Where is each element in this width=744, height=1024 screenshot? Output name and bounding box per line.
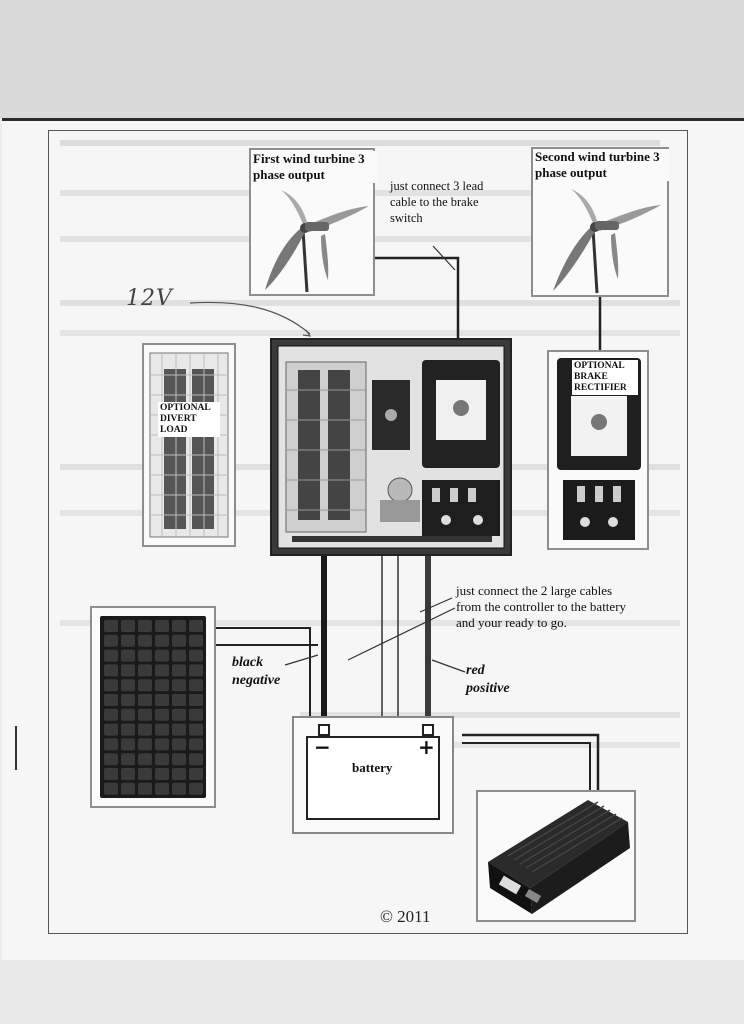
divert-load-photo — [142, 343, 236, 547]
voltage-note-pointer — [190, 302, 310, 334]
solar-panel-icon — [92, 608, 214, 806]
inverter-icon — [478, 792, 634, 920]
inverter-cable-2 — [462, 743, 590, 790]
inverter-photo — [476, 790, 636, 922]
large-cables-note: just connect the 2 large cables from the controller to the battery and your ready to go. — [456, 583, 627, 630]
cable-note: just connect 3 lead cable to the brake switch — [390, 179, 484, 225]
divert-load-icon — [144, 345, 234, 545]
large-cable-pointer-1 — [420, 598, 452, 612]
controller-icon — [272, 340, 510, 554]
large-cable-pointer-2 — [348, 608, 455, 660]
copyright: © 2011 — [380, 907, 431, 926]
rectifier-label: OPTIONAL BRAKE RECTIFIER — [572, 360, 638, 395]
red-pointer — [432, 660, 465, 672]
black-negative-label: black negative — [232, 655, 281, 688]
controller-photo — [270, 338, 512, 556]
voltage-note: 12V — [126, 286, 173, 311]
battery-plus-sign: + — [418, 735, 435, 759]
divert-load-label: OPTIONAL DIVERT LOAD — [158, 402, 220, 437]
turbine2-label: Second wind turbine 3 phase output — [535, 149, 669, 181]
red-positive-label: red positive — [466, 663, 510, 696]
solar-panel-photo — [90, 606, 216, 808]
turbine1-label: First wind turbine 3 phase output — [253, 151, 377, 183]
battery-minus-sign: − — [314, 735, 331, 759]
battery-label: battery — [352, 760, 393, 775]
